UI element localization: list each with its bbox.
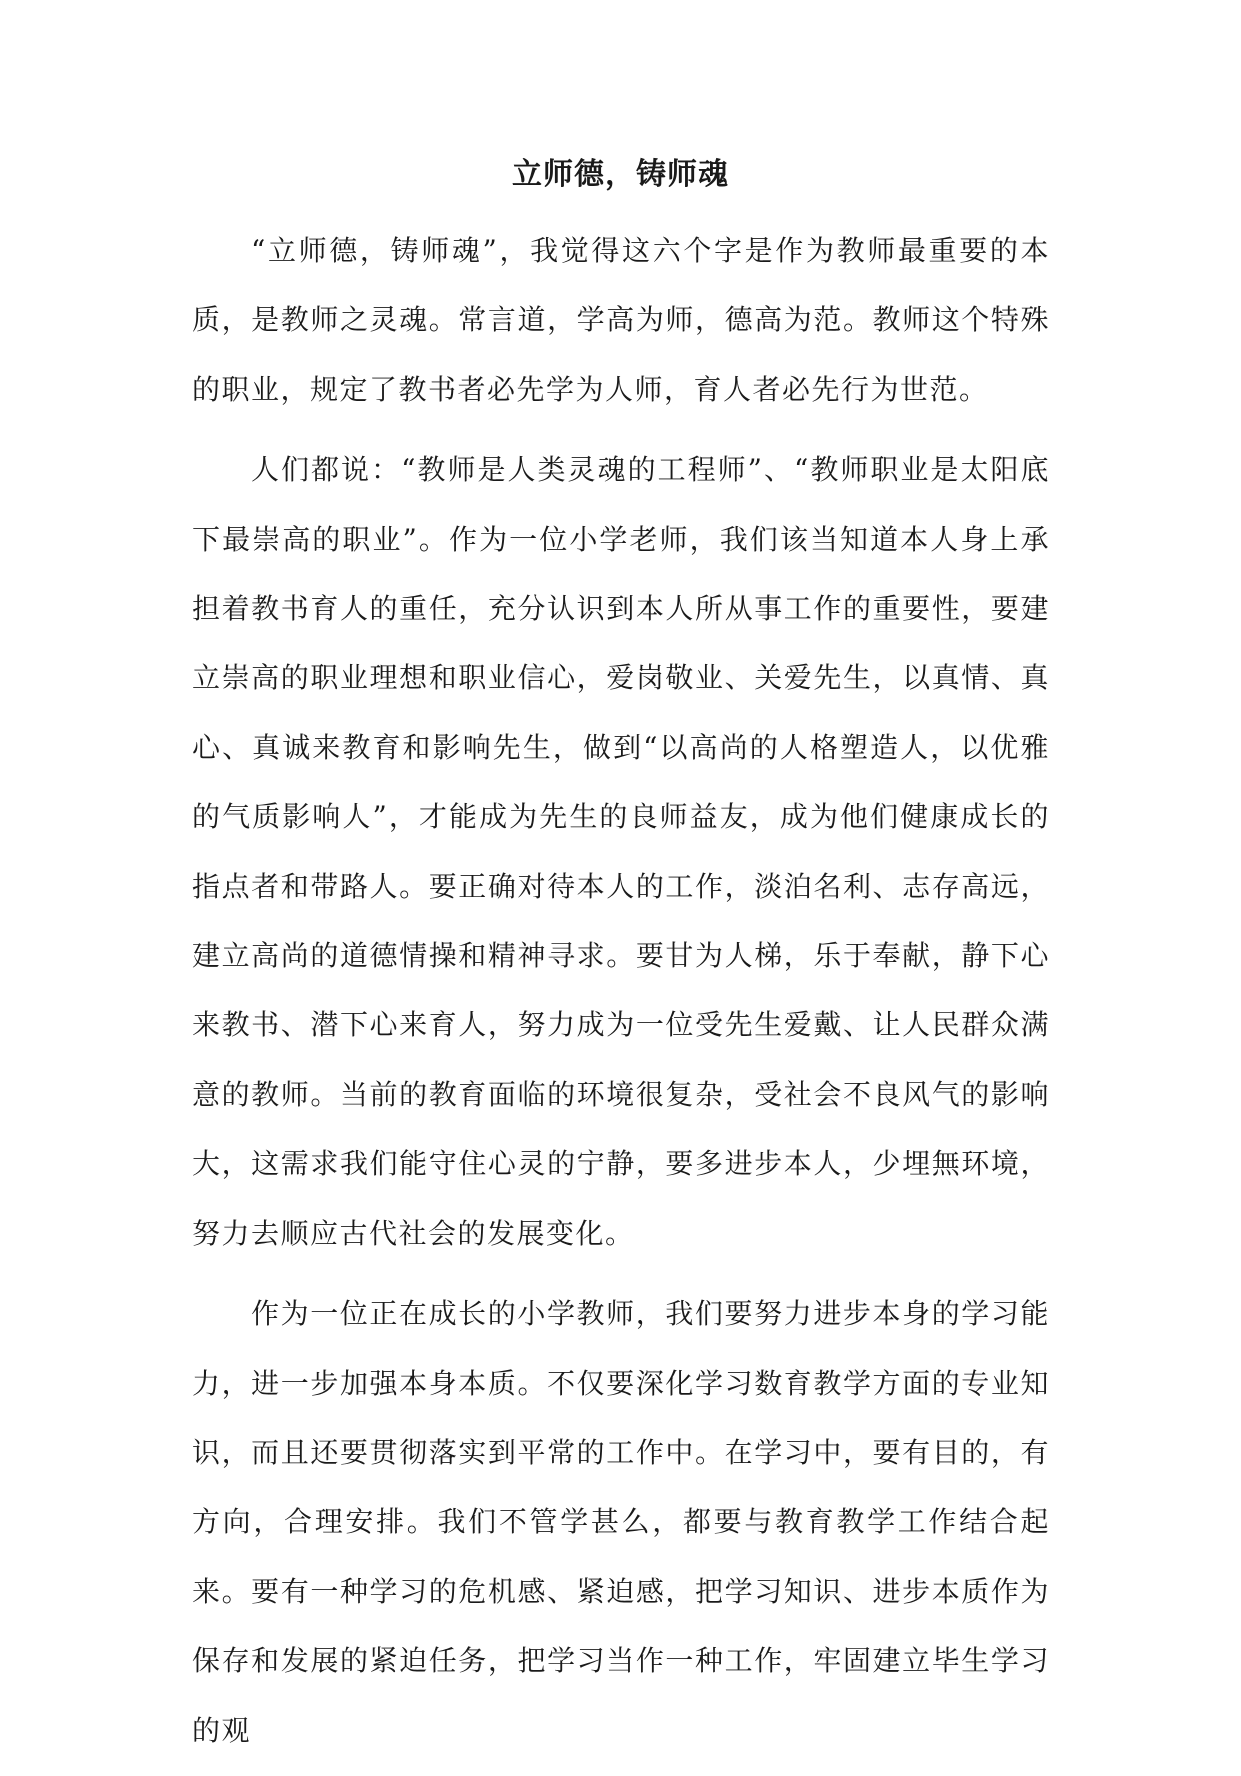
- document-body: [192, 216, 1050, 1776]
- paragraph-1: “立师德，铸师魂”，我觉得这六个字是作为教师最重要的本质，是教师之灵魂。常言道，学高为师，德高为范。教师这个特殊的职业，规定了教书者必先学为人师，育人者必先行为世范。: [192, 234, 1050, 406]
- paragraph-2: 人们都说：“教师是人类灵魂的工程师”、“教师职业是太阳底下最崇高的职业”。作为一位小学老师，我们该当知道本人身上承担着教书育人的重任，充分认识到本人所从事工作的重要性，要建立崇高的职业理想和职业信心，爱岗敬业、关爱先生，以真情、真心、真诚来教育和影响先生，做到“以高尚的人格塑造人，以优雅的气质影响人”，才能成为先生的良师益友，成为他们健康成长的指点者和带路人。要正确对待本人的工作，淡泊名利、志存高远，建立高尚的道德情操和精神寻求。要甘为人梯，乐于奉献，静下心来教书、潜下心来育人，努力成为一位受先生爱戴、让人民群众满意的教师。当前的教育面临的环境很复杂，受社会不良风气的影响大，这需求我们能守住心灵的宁静，要多进步本人，少埋無环境，努力去顺应古代社会的发展变化。: [192, 453, 1050, 1250]
- document-title: 立师德，铸师魂: [512, 157, 729, 192]
- paragraph-3: 作为一位正在成长的小学教师，我们要努力进步本身的学习能力，进一步加强本身本质。不仅要深化学习数育教学方面的专业知识，而且还要贯彻落实到平常的工作中。在学习中，要有目的，有方向，合理安排。我们不管学甚么，都要与教育教学工作结合起来。要有一种学习的危机感、紧迫感，把学习知识、进步本质作为保存和发展的紧迫任务，把学习当作一种工作，牢固建立毕生学习的观: [192, 1297, 1050, 1747]
